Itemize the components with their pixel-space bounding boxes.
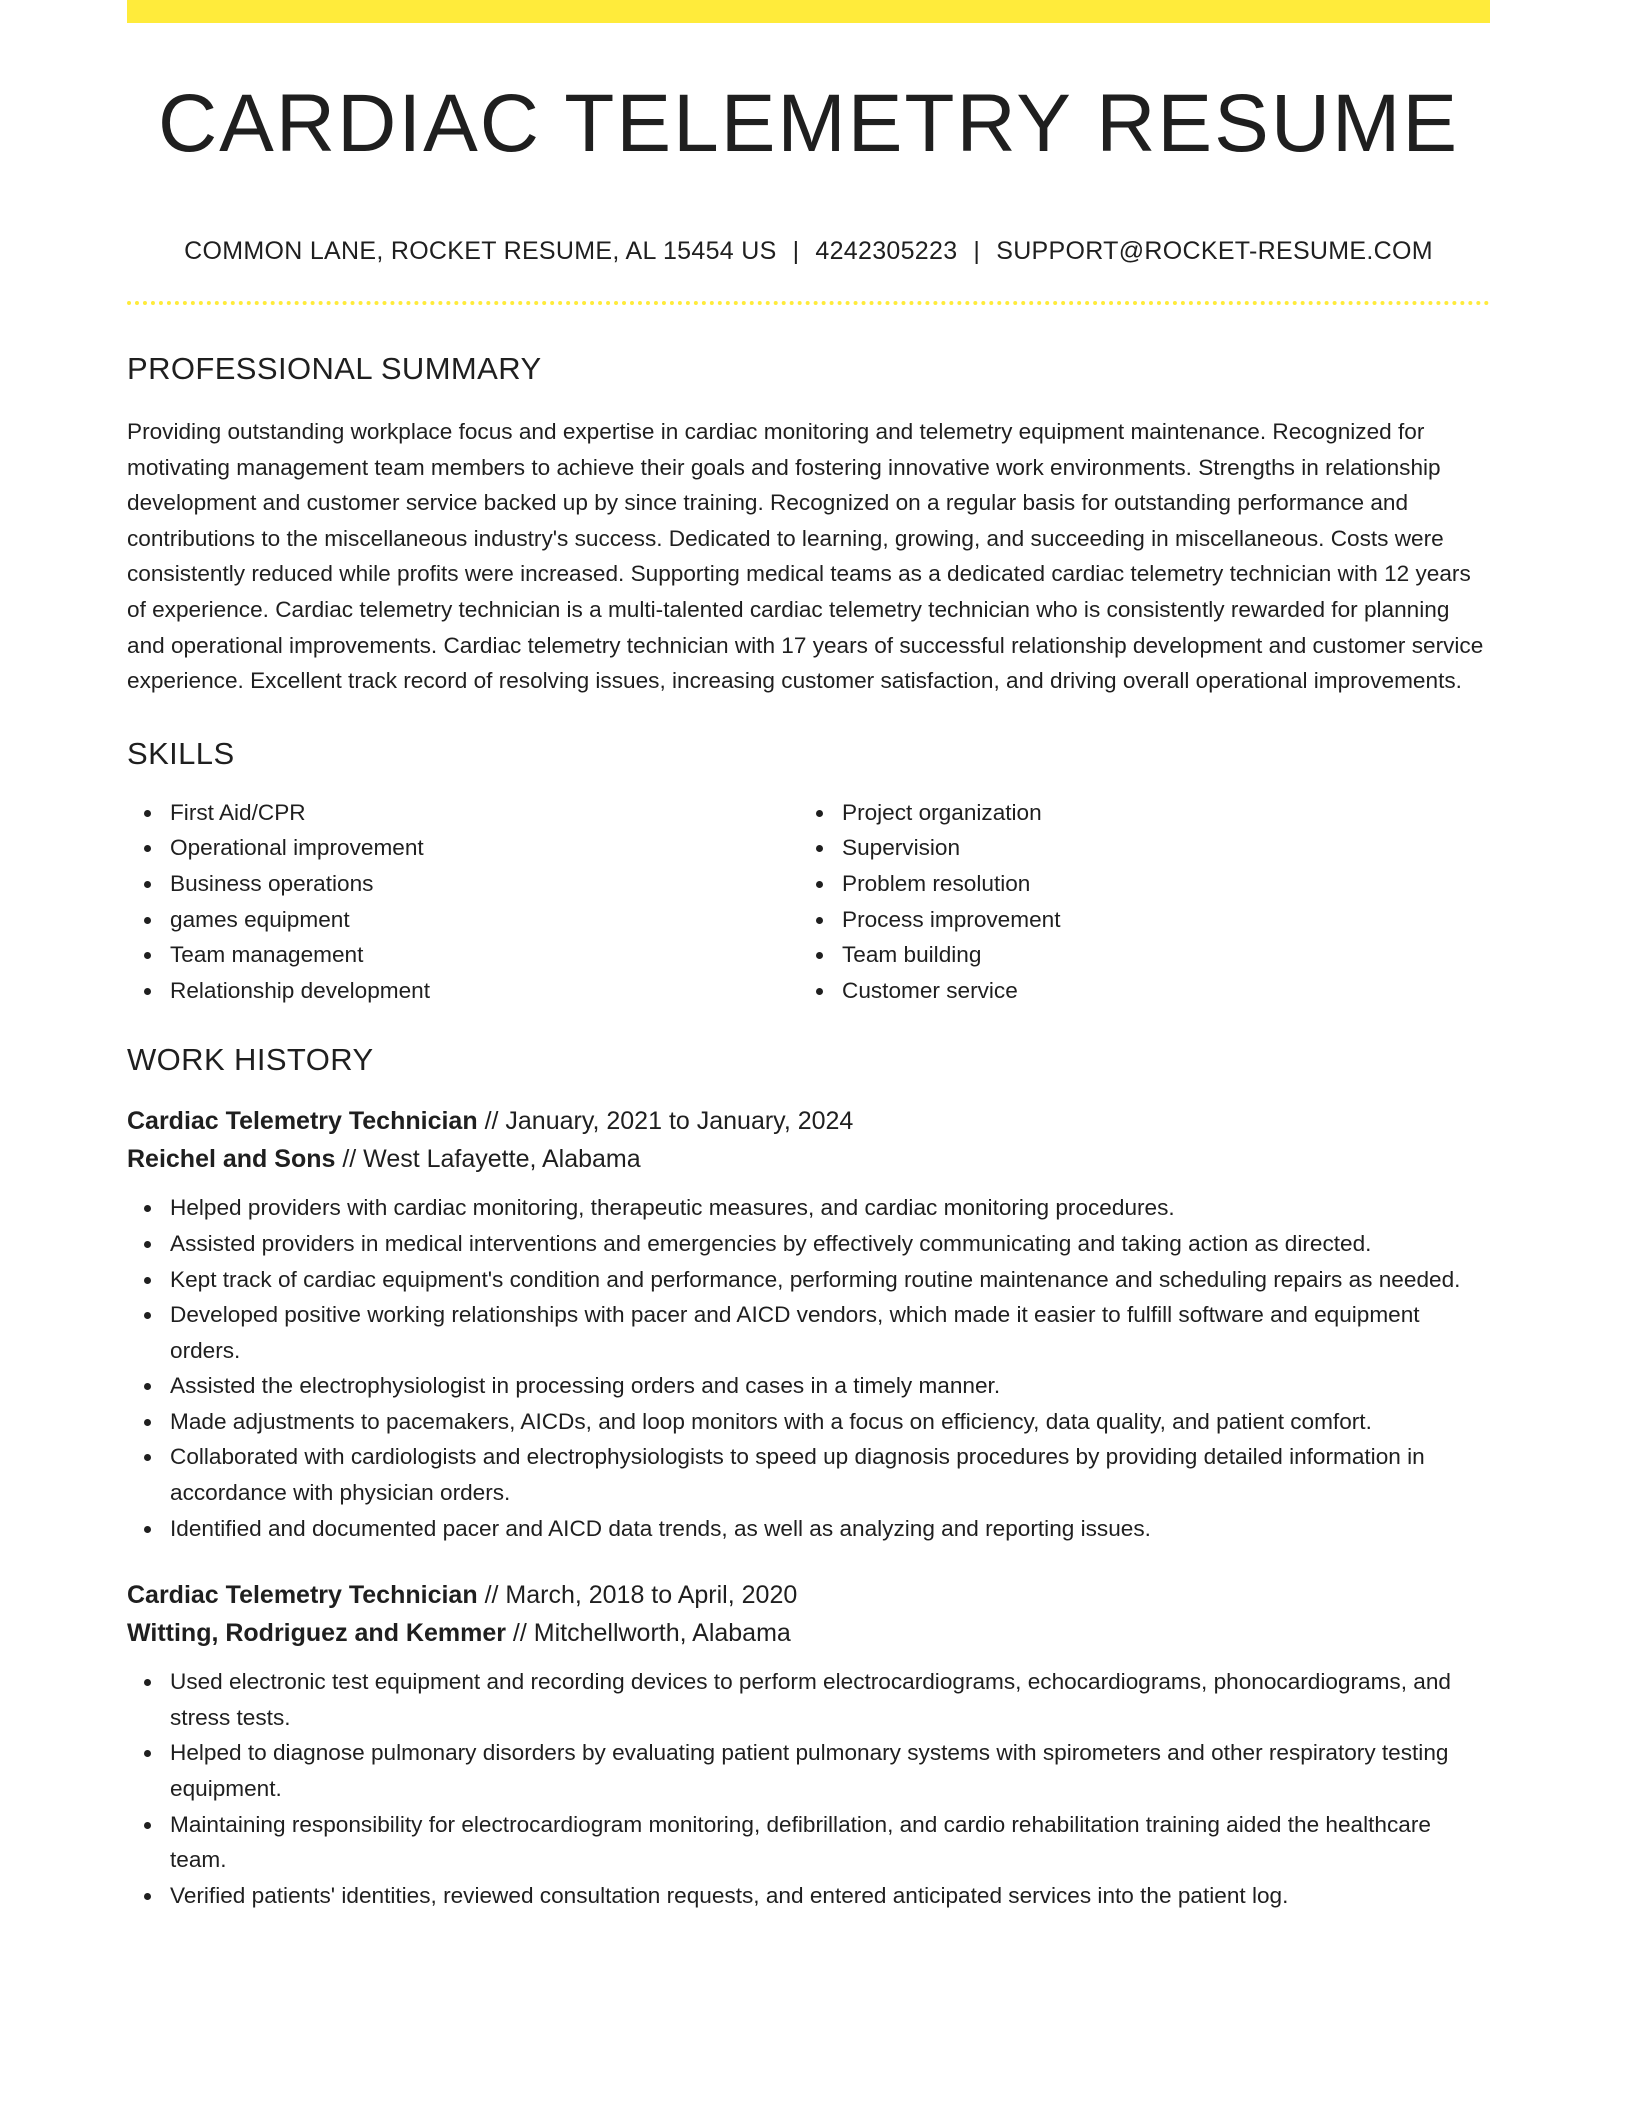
job-bullet: Maintaining responsibility for electrocardiogram monitoring, defibrillation, and cardio rehabilitation training aided the healthcare team. (127, 1807, 1490, 1878)
skills-heading: SKILLS (127, 735, 235, 771)
job-bullet: Used electronic test equipment and recording devices to perform electrocardiograms, echocardiograms, phonocardiograms, and stress tests. (127, 1664, 1490, 1735)
job-bullets (127, 1664, 1490, 1913)
job-company-line (127, 1140, 1490, 1178)
job-bullet: Made adjustments to pacemakers, AICDs, and loop monitors with a focus on efficiency, data quality, and patient comfort. (127, 1404, 1490, 1440)
skill-item: Operational improvement (127, 830, 799, 866)
skill-item: Customer service (799, 973, 1471, 1009)
accent-top-bar (127, 0, 1490, 23)
job-title-line (127, 1576, 1490, 1614)
work-history-heading: WORK HISTORY (127, 1042, 374, 1078)
dotted-divider (127, 301, 1490, 305)
job-bullet: Collaborated with cardiologists and electrophysiologists to speed up diagnosis procedures by providing detailed information in accordance with physician orders. (127, 1439, 1490, 1510)
job-title-line (127, 1102, 1490, 1140)
job-title: Cardiac Telemetry Technician (127, 1107, 478, 1136)
job-location: // West Lafayette, Alabama (342, 1145, 641, 1174)
resume-page (127, 0, 1490, 1913)
skills-column-right (799, 795, 1471, 1009)
summary-heading: PROFESSIONAL SUMMARY (127, 351, 542, 386)
skill-item: Problem resolution (799, 866, 1471, 902)
skill-item: First Aid/CPR (127, 795, 799, 831)
contact-address: COMMON LANE, ROCKET RESUME, AL 15454 US (184, 237, 777, 265)
skill-item: Business operations (127, 866, 799, 902)
job-location: // Mitchellworth, Alabama (512, 1619, 791, 1648)
skill-item: Supervision (799, 830, 1471, 866)
job-company-line (127, 1614, 1490, 1652)
job-bullet: Verified patients' identities, reviewed consultation requests, and entered anticipated services into the patient log. (127, 1878, 1490, 1914)
job-dates: // January, 2021 to January, 2024 (484, 1107, 854, 1136)
skill-item: Team management (127, 937, 799, 973)
job-bullet: Assisted providers in medical interventions and emergencies by effectively communicating and taking action as directed. (127, 1226, 1490, 1262)
contact-line (127, 237, 1490, 266)
job-title: Cardiac Telemetry Technician (127, 1581, 478, 1610)
job-bullet: Helped providers with cardiac monitoring, therapeutic measures, and cardiac monitoring procedures. (127, 1190, 1490, 1226)
job-company: Witting, Rodriguez and Kemmer (127, 1619, 506, 1648)
contact-phone: 4242305223 (815, 237, 958, 265)
contact-email[interactable]: SUPPORT@ROCKET-RESUME.COM (996, 237, 1433, 265)
job-entry (127, 1576, 1490, 1913)
skill-item: Process improvement (799, 902, 1471, 938)
skills-list (127, 795, 1490, 1009)
job-bullet: Identified and documented pacer and AICD data trends, as well as analyzing and reporting issues. (127, 1511, 1490, 1547)
job-entry (127, 1102, 1490, 1546)
job-company: Reichel and Sons (127, 1145, 336, 1174)
contact-separator: | (973, 237, 981, 265)
skill-item: games equipment (127, 902, 799, 938)
job-bullet: Kept track of cardiac equipment's condition and performance, performing routine maintenance and scheduling repairs as needed. (127, 1262, 1490, 1298)
contact-separator: | (792, 237, 800, 265)
job-bullet: Helped to diagnose pulmonary disorders by evaluating patient pulmonary systems with spirometers and other respiratory testing equipment. (127, 1735, 1490, 1806)
skill-item: Team building (799, 937, 1471, 973)
skill-item: Relationship development (127, 973, 799, 1009)
job-bullet: Developed positive working relationships with pacer and AICD vendors, which made it easier to fulfill software and equipment orders. (127, 1297, 1490, 1368)
job-dates: // March, 2018 to April, 2020 (484, 1581, 798, 1610)
job-bullets (127, 1190, 1490, 1546)
skill-item: Project organization (799, 795, 1471, 831)
resume-title: CARDIAC TELEMETRY RESUME (157, 78, 1460, 169)
job-bullet: Assisted the electrophysiologist in processing orders and cases in a timely manner. (127, 1368, 1490, 1404)
summary-text: Providing outstanding workplace focus and expertise in cardiac monitoring and telemetry equipment maintenance. Recognized for motivating management team members to achieve their goals and fostering innovative work environments. Strengths in relationship development and customer service backed up by since training. Recognized on a regular basis for outstanding performance and contributions to the miscellaneous industry's success. Dedicated to learning, growing, and succeeding in miscellaneous. Costs were consistently reduced while profits were increased. Supporting medical teams as a dedicated cardiac telemetry technician with 12 years of experience. Cardiac telemetry technician is a multi-talented cardiac telemetry technician who is consistently rewarded for planning and operational improvements. Cardiac telemetry technician with 17 years of successful relationship development and customer service experience. Excellent track record of resolving issues, increasing customer satisfaction, and driving overall operational improvements. (127, 419, 1484, 694)
skills-column-left (127, 795, 799, 1009)
